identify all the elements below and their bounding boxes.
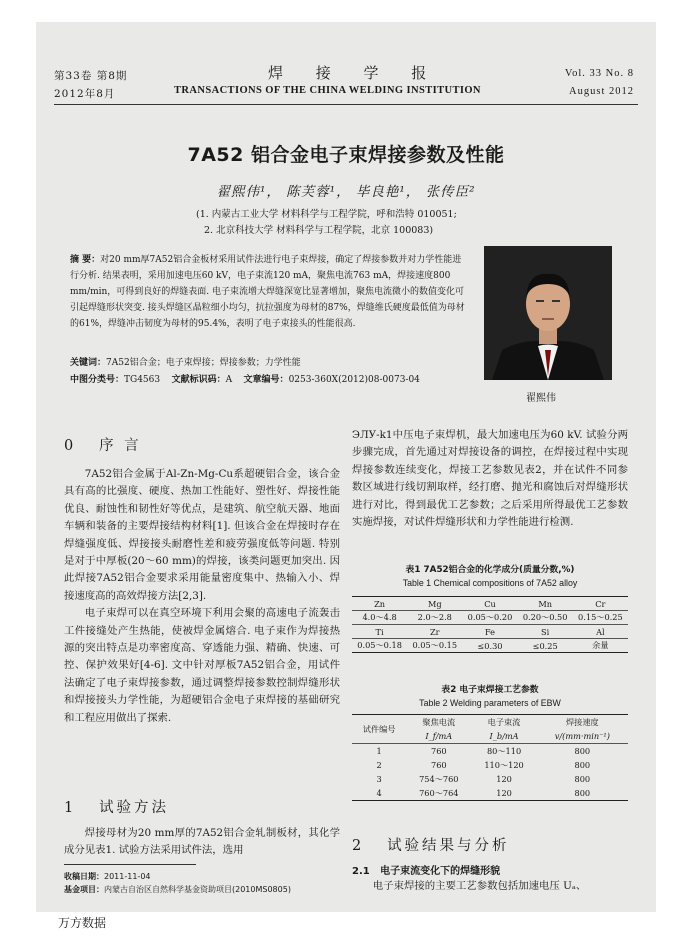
section-0-title: 序 言 (99, 438, 142, 454)
section-2-heading (352, 834, 510, 855)
section-0-number: 0 (64, 438, 77, 454)
table-header: 聚焦电流 (406, 715, 471, 730)
table-header: 焊接速度 (537, 715, 628, 730)
article-no-label: 文章编号： (243, 375, 289, 385)
table-cell: Ti (352, 625, 407, 639)
table-cell: 754～760 (419, 773, 459, 784)
table-cell: Mg (407, 597, 462, 611)
clc-label: 中图分类号： (70, 375, 125, 385)
section-0-heading (64, 434, 142, 455)
abstract-text: 对20 mm厚7A52铝合金板材采用试件法进行电子束焊接，确定了焊接参数并对力学性能进行分析. 结果表明，采用加速电压60 kV，电子束流120 mA，聚焦电流763 mA，焊接速度800 mm/min，可得到良好的焊缝表面. 电子束流增大焊缝深宽比显著增加，聚焦电流微小的数值变化可引起焊缝形状突变. 接头焊缝区晶粒细小均匀，抗拉强度为母材的87%，焊缝维氏硬度最低值为母材的61%，焊缝冲击韧度为母材的95.4%，表明了电子束接头的性能很高. (70, 255, 465, 329)
table-cell: 4 (352, 786, 406, 801)
table-cell: 80～110 (486, 745, 522, 756)
paper-authors: 翟熙伟¹， 陈芙蓉¹， 毕良艳¹， 张传臣² (216, 184, 476, 200)
clc-value: TG4563 (124, 375, 161, 385)
table-cell: Cu (462, 597, 517, 611)
table-cell: 1 (376, 746, 382, 756)
fund-text: 内蒙古自治区自然科学基金资助项目(2010MS0805) (104, 885, 291, 894)
paper-title: 7A52 铝合金电子束焊接参数及性能 (187, 144, 505, 166)
received-date: 2011-11-04 (104, 872, 151, 881)
section-1-title: 试验方法 (99, 800, 170, 816)
journal-page (36, 22, 656, 912)
table-cell: 0.05～0.18 (352, 639, 407, 653)
header-date-en: August 2012 (569, 86, 634, 97)
subsection-2-1-heading (352, 862, 500, 877)
table-1-caption-en: Table 1 Chemical compositions of 7A52 alloy (402, 578, 578, 588)
table-header: 试件编号 (352, 715, 406, 744)
section-2-title: 试验结果与分析 (387, 838, 510, 854)
table-cell: 110～120 (484, 759, 524, 770)
table-cell: 余量 (573, 639, 628, 653)
header-vol-issue-en: Vol. 33 No. 8 (564, 68, 634, 79)
table-cell: 2 (376, 760, 382, 770)
header-date-cn: 2012年8月 (54, 88, 116, 100)
section-2-number: 2 (352, 838, 365, 854)
table-cell: 800 (574, 774, 591, 784)
table-cell: 3 (376, 774, 382, 784)
paragraph: 电子束焊可以在真空环境下利用会聚的高速电子流轰击工件接缝处产生热能，使被焊金属熔合. 电子束作为焊接热源的突出特点是功率密度高、穿透能力强、精确、快速、可控、保护效果好[4-6]. 文中针对厚板7A52铝合金，用试件法确定了电子束焊接参数，通过调整焊接参数控制焊缝形状和焊接接头力学性能，为超硬铝合金电子束焊接的基础研究和工程应用做出了探索. (64, 607, 340, 724)
section-2-body (352, 878, 628, 895)
right-column-body (352, 427, 628, 531)
subsection-title: 电子束流变化下的焊缝形貌 (380, 866, 501, 877)
author-portrait-image (484, 246, 612, 380)
section-1-heading (64, 796, 169, 817)
table-header: 电子束流 (471, 715, 536, 730)
abstract-label: 摘 要： (70, 255, 101, 265)
fund-label: 基金项目： (64, 885, 104, 894)
affiliation-1: (1. 内蒙古工业大学 材料科学与工程学院，呼和浩特 010051; (196, 209, 457, 220)
table-cell: Si (518, 625, 573, 639)
header-rule (54, 104, 638, 105)
table-1 (352, 596, 628, 653)
table-cell: ≤0.30 (462, 639, 517, 653)
paragraph: 焊接母材为20 mm厚的7A52铝合金轧制板材，其化学成分见表1. 试验方法采用试件法，选用 (64, 827, 340, 857)
table-2-caption-cn: 表2 电子束焊接工艺参数 (441, 685, 539, 695)
footnote (64, 870, 354, 896)
affiliation-2: 2. 北京科技大学 材料科学与工程学院，北京 100083) (204, 225, 434, 236)
table-unit: v/(mm·min⁻¹) (537, 729, 628, 744)
table-cell: 800 (574, 746, 591, 756)
table-cell: 760～764 (406, 786, 471, 801)
table-row (352, 758, 628, 772)
table-cell: 800 (574, 760, 591, 770)
table-cell: Zr (407, 625, 462, 639)
table-2 (352, 714, 628, 801)
watermark: 万方数据 (58, 916, 107, 930)
table-unit: I_f/mA (406, 729, 471, 744)
table-2-caption (352, 684, 628, 710)
table-cell: 2.0～2.8 (407, 611, 462, 625)
table-cell: Cr (573, 597, 628, 611)
table-cell: Mn (518, 597, 573, 611)
keywords-text: 7A52铝合金；电子束焊接；焊接参数；力学性能 (106, 358, 301, 368)
keywords-label: 关键词： (70, 358, 107, 368)
section-1-body (64, 825, 340, 860)
received-label: 收稿日期： (64, 872, 104, 881)
table-row (352, 772, 628, 786)
header-journal-cn: 焊 接 学 报 (268, 64, 441, 82)
table-cell: 120 (471, 786, 536, 801)
keywords (70, 355, 470, 368)
table-cell: 0.20～0.50 (518, 611, 573, 625)
table-1-caption (352, 564, 628, 590)
table-unit: I_b/mA (471, 729, 536, 744)
section-1-number: 1 (64, 800, 77, 816)
table-cell: 800 (537, 786, 628, 801)
table-row (352, 744, 628, 759)
paragraph: 电子束焊接的主要工艺参数包括加速电压 Uₐ、 (372, 880, 587, 892)
table-cell: 0.05～0.15 (407, 639, 462, 653)
section-0-body (64, 466, 340, 727)
table-cell: Zn (352, 597, 407, 611)
abstract (70, 252, 468, 332)
doc-code-value: A (225, 375, 233, 385)
table-cell: Fe (462, 625, 517, 639)
table-1-caption-cn: 表1 7A52铝合金的化学成分(质量分数,%) (405, 565, 575, 575)
table-cell: 760 (430, 760, 447, 770)
table-2-caption-en: Table 2 Welding parameters of EBW (419, 698, 561, 708)
paragraph: 7A52铝合金属于Al-Zn-Mg-Cu系超硬铝合金，该合金具有高的比强度、硬度、热加工性能好、塑性好、焊接性能优良、耐蚀性和韧性好等优点，是建筑、航空航天器、地面车辆和装备的主要焊接结构材料[1]. 但该合金在焊接时存在焊缝强度低、焊接接头耐磨性差和疲劳强度低等问题. 特别是对于中厚板(20～60 mm)的焊接，该类问题更加突出. 因此焊接7A52铝合金要求采用能量密度集中、热输入小、焊接速度高的高效焊接方法[2,3]. (64, 468, 340, 602)
header-vol-issue-cn: 第33卷 第8期 (54, 70, 128, 82)
classification (70, 372, 490, 385)
author-photo (484, 246, 612, 380)
subsection-number: 2.1 (352, 866, 370, 877)
doc-code-label: 文献标识码： (171, 375, 226, 385)
paragraph: ЭЛУ-k1中压电子束焊机，最大加速电压为60 kV. 试验分两步骤完成，首先通过对焊接设备的调控，在焊接过程中实现焊接参数连续变化，焊接工艺参数见表2，并在试件不同参数区域进行线切割取样，经打磨、抛光和腐蚀后对焊缝形状进行对比，得到最优工艺参数；之后采用所得最优工艺参数实施焊接，对试件焊缝形状和力学性能进行检测. (352, 429, 628, 529)
article-no-value: 0253-360X(2012)08-0073-04 (288, 375, 420, 385)
table-row (352, 786, 628, 801)
photo-caption: 翟熙伟 (526, 393, 556, 404)
table-cell: Al (573, 625, 628, 639)
table-cell: 120 (496, 774, 512, 784)
table-cell: 0.05～0.20 (462, 611, 517, 625)
table-cell: ≤0.25 (518, 639, 573, 653)
table-cell: 4.0～4.8 (352, 611, 407, 625)
header-journal-en: TRANSACTIONS OF THE CHINA WELDING INSTITUTION (174, 85, 481, 96)
footnote-rule (64, 864, 196, 865)
table-cell: 760 (430, 746, 447, 756)
table-cell: 0.15～0.25 (573, 611, 628, 625)
